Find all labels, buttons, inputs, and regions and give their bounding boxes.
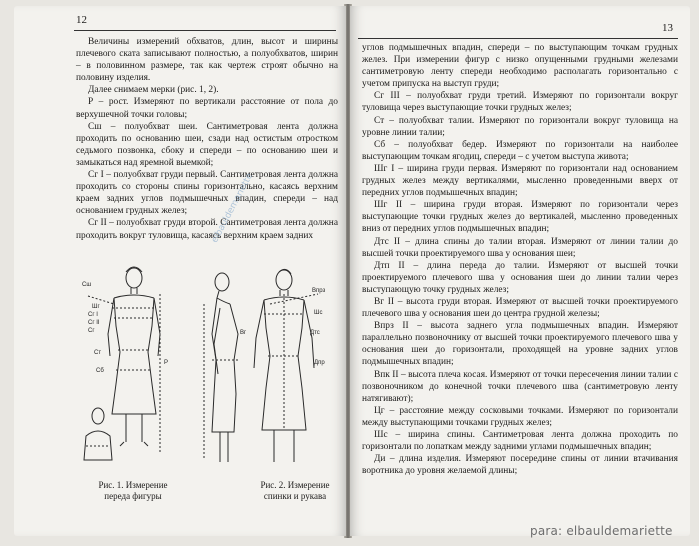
fig-label: Р [164, 360, 169, 366]
paragraph: Сш – полуобхват шеи. Сантиметровая лента должна проходить по основанию шеи, сзади над остистым отростком седьмого позвонка, сбоку и спереди – по основанию шеи и замыкаться над яремной выемкой; [76, 121, 338, 168]
figure-illustrations [74, 264, 344, 504]
figure-caption-1: Рис. 1. Измерение переда фигуры [98, 480, 168, 501]
fig-label: Сг II [88, 320, 100, 326]
fig-label: Сб [96, 368, 104, 374]
bust-sketch [84, 408, 112, 460]
paragraph: Р – рост. Измеряют по вертикали расстояние от пола до верхушечной точки головы; [76, 97, 338, 120]
fig-label: Сг I [88, 312, 98, 318]
paragraph: Цг – расстояние между сосковыми точками. Измеряют по горизонтали между выступающими точками грудных желез; [362, 405, 678, 428]
fig-label: Сг [88, 328, 95, 334]
fig-label: Шг [92, 304, 100, 310]
right-page [350, 6, 690, 536]
left-page-text [76, 36, 338, 242]
front-figure-drawing [108, 267, 160, 446]
fig-label: Дпр [314, 360, 325, 366]
paragraph: Ст – полуобхват талии. Измеряют по горизонтали вокруг туловища на уровне линии талии; [362, 115, 678, 138]
paragraph: Сб – полуобхват бедер. Измеряют по горизонтали на наиболее выступающим точкам ягодиц, спереди – с учетом выступа живота; [362, 139, 678, 162]
fig-label: Ст [94, 350, 102, 356]
paragraph: Шг I – ширина груди первая. Измеряют по горизонтали над основанием грудных желез между вертикалями, мысленно проведенными вверх от передних углов подмышечных впадин; [362, 163, 678, 199]
paragraph: Шс – ширина спины. Сантиметровая лента должна проходить по горизонтали по лопаткам между задними углами подмышечных впадин; [362, 430, 678, 453]
fig-label: Сш [82, 282, 92, 288]
paragraph: Впк II – высота плеча косая. Измеряют от точки пересечения линии талии с позвоночником до конечной точки плечевого шва (сантиметровую ленту натягивают); [362, 369, 678, 404]
fig-label: Вг [240, 330, 247, 336]
fig-label: Впрз [312, 288, 326, 294]
paragraph: Шг II – ширина груди вторая. Измеряют по горизонтали через выступающие точки грудных желез до вертикалей, мысленно проведенных вниз от передних углов подмышечных впадин; [362, 200, 678, 235]
page-number-left: 12 [76, 14, 87, 26]
measurement-figures [74, 264, 344, 504]
paragraph: Вг II – высота груди вторая. Измеряют от высшей точки проектируемого плечевого шва у основания шеи до центра грудной железы; [362, 296, 678, 320]
fig-label: Шс [314, 310, 323, 316]
paragraph: углов подмышечных впадин, спереди – по выступающим точкам грудных желез. При измерении фигур с низко опущенными грудными железами сантиметровую ленту спереди необходимо располагать горизонтально с учетом припуска на выступ груди; [362, 43, 678, 90]
figure-caption-2: Рис. 2. Измерение спинки и рукава [260, 480, 330, 501]
paragraph: Сг I – полуобхват груди первый. Сантиметровая лента должна проходить со стороны спины горизонтально, касаясь верхним краем задних углов подмышечных впадин, спереди – над основанием грудных желез; [76, 170, 338, 217]
right-page-text [362, 42, 678, 477]
left-page [14, 6, 346, 536]
header-rule-left [74, 30, 336, 31]
paragraph: Сг III – полуобхват груди третий. Измеряют по горизонтали вокруг туловища через выступающие точки грудных желез; [362, 91, 678, 114]
paragraph: Впрз II – высота заднего угла подмышечных впадин. Измеряют параллельно позвоночнику от высшей точки проектируемого плечевого шва у основания шеи до горизонтали, проходящей на уровне задних углов подмышечных впадин; [362, 321, 678, 368]
paragraph: Дтс II – длина спины до талии вторая. Измеряют от линии талии до высшей точки проектируемого шва у основания шеи; [362, 236, 678, 259]
watermark-text: para: elbauldemariette [530, 524, 673, 538]
side-figure-drawing [212, 273, 238, 462]
diagonal-watermark: elbauldemariette [210, 171, 256, 245]
fig-label: Дтс [310, 330, 320, 336]
paragraph: Далее снимаем мерки (рис. 1, 2). [88, 85, 219, 96]
paragraph: Ди – длина изделия. Измеряют посередине спины от линии втачивания воротника до уровня желаемой длины; [362, 454, 678, 477]
paragraph: Сг II – полуобхват груди второй. Сантиметровая лента должна проходить вокруг туловища, касаясь верхним краем задних [76, 218, 338, 241]
paragraph: Дтп II – длина переда до талии. Измеряют от высшей точки проектируемого плечевого шва у основания шеи до линии талии через выступающую точку грудных желез; [362, 260, 678, 295]
header-rule-right [358, 38, 678, 39]
paragraph: Величины измерений обхватов, длин, высот и ширины плечевого ската записывают полностью, а полуобхватов, ширин – в половинном размере, так как чертеж строят обычно на половину изделия. [76, 37, 338, 84]
page-number-right: 13 [662, 22, 673, 34]
